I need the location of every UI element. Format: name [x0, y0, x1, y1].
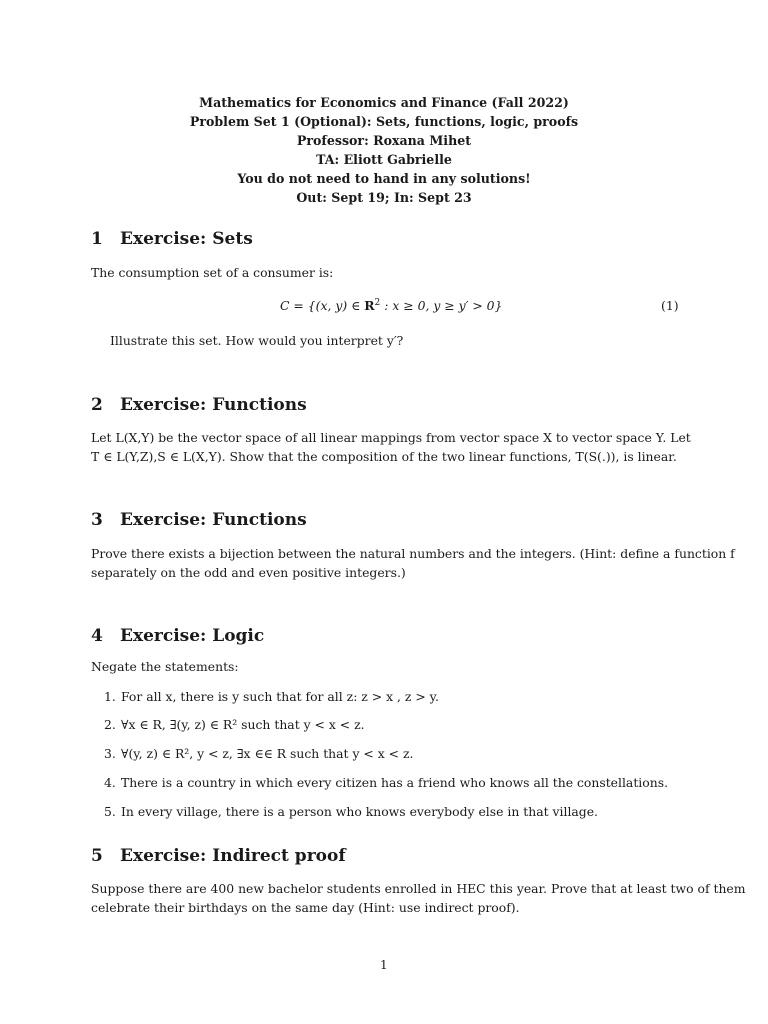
equation-label: (1)	[661, 298, 679, 313]
section-5-body: Suppose there are 400 new bachelor students enrolled in HEC this year. Prove that at least two of them celebrate their birthdays on the same day (Hint: use indirect proof).	[91, 881, 746, 915]
page-number: 1	[380, 958, 388, 972]
professor-line: Professor: Roxana Mihet	[296, 133, 472, 149]
submission-note: You do not need to hand in any solutions!	[237, 171, 531, 187]
list-item: 3. ∀(y, z) ∈ R², y < z, ∃x ∈∈ R such that y < x < z.	[104, 746, 414, 761]
consumption-set-equation: C = {(x, y) ∈ $R^2$ : x ≥ 0, y ≥ y′ > 0}	[280, 298, 503, 314]
section-1-heading	[91, 229, 253, 249]
section-4-heading: 4 Exercise: Logic	[91, 626, 265, 646]
list-item: 4. There is a country in which every citizen has a friend who knows all the constellations.	[104, 775, 669, 790]
list-item: 2. ∀x ∈ R, ∃(y, z) ∈ R² such that y < x < z.	[104, 717, 365, 732]
section-2-heading: 2 Exercise: Functions	[91, 395, 307, 415]
section-4-intro: Negate the statements:	[91, 659, 239, 674]
section-5-heading: 5 Exercise: Indirect proof	[91, 846, 346, 866]
list-item: 5. In every village, there is a person who knows everybody else in that village.	[104, 804, 598, 819]
section-number: 1	[91, 229, 103, 249]
ta-line: TA: Eliott Gabrielle	[316, 152, 452, 168]
problem-set-header	[0, 93, 768, 208]
section-2-body: Let L(X,Y) be the vector space of all linear mappings from vector space X to vector space Y. Let T ∈ L(Y,Z),S ∈ L(X,Y). Show that the composition of the two linear functions, T(S(.)), is linear.	[91, 430, 691, 464]
section-3-body: Prove there exists a bijection between the natural numbers and the integers. (Hint: define a function f separately on the odd and even positive integers.)	[91, 546, 735, 580]
list-item: 1. For all x, there is y such that for all z: z > x , z > y.	[104, 689, 439, 704]
problem-set-title: Problem Set 1 (Optional): Sets, functions, logic, proofs	[189, 114, 579, 130]
course-title: Mathematics for Economics and Finance (Fall 2022)	[199, 95, 569, 110]
section-1-intro: The consumption set of a consumer is:	[91, 265, 334, 280]
section-3-heading: 3 Exercise: Functions	[91, 510, 307, 530]
section-1-question: Illustrate this set. How would you interpret y′?	[110, 333, 404, 348]
dates-line: Out: Sept 19; In: Sept 23	[296, 190, 472, 206]
section-title: Exercise: Sets	[120, 229, 253, 249]
